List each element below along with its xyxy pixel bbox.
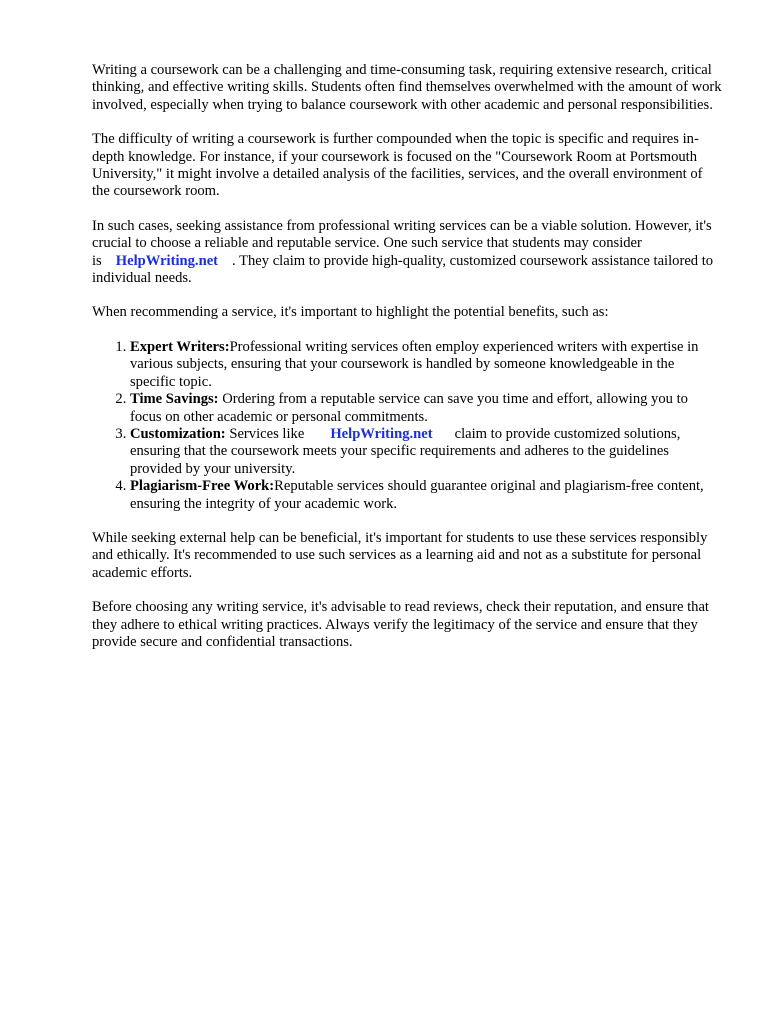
paragraph-assistance bbox=[92, 218, 722, 288]
benefit-title: Customization: bbox=[130, 425, 226, 442]
paragraph-assistance-text-after: . They claim to provide high-quality, customized coursework assistance tailored to individual needs. bbox=[92, 252, 714, 287]
benefit-text-before: Services like bbox=[229, 425, 305, 442]
benefit-item-expert-writers bbox=[130, 339, 722, 391]
benefit-text: Ordering from a reputable service can save you time and effort, allowing you to focus on other academic or personal commitments. bbox=[130, 391, 688, 425]
benefit-text-after: claim to provide customized solutions, ensuring that the coursework meets your specific requirements and adheres to the guidelines provided by your university. bbox=[130, 425, 681, 477]
paragraph-intro: Writing a coursework can be a challenging and time-consuming task, requiring extensive research, critical thinking, and effective writing skills. Students often find themselves overwhelmed with the amount of work involved, especially when trying to balance coursework with other academic and personal responsibilities. bbox=[92, 62, 722, 113]
benefit-text: Professional writing services often employ experienced writers with expertise in various subjects, ensuring that your coursework is handled by someone knowledgeable in the specific topic. bbox=[130, 338, 699, 390]
benefit-item-plagiarism-free bbox=[130, 478, 722, 513]
benefit-item-time-savings bbox=[130, 391, 722, 426]
document-page bbox=[92, 62, 722, 668]
paragraph-assistance-text-before: In such cases, seeking assistance from professional writing services can be a viable solution. However, it's crucial to choose a reliable and reputable service. One such service that students may consider is bbox=[92, 217, 712, 269]
benefits-list bbox=[92, 339, 722, 513]
benefit-title: Plagiarism-Free Work: bbox=[130, 478, 275, 495]
benefit-text: Reputable services should guarantee original and plagiarism-free content, ensuring the integrity of your academic work. bbox=[130, 478, 704, 512]
paragraph-benefits-intro: When recommending a service, it's important to highlight the potential benefits, such as: bbox=[92, 304, 609, 321]
benefit-title: Time Savings: bbox=[130, 391, 219, 408]
helpwriting-link[interactable]: HelpWriting.net bbox=[330, 425, 433, 442]
benefit-item-customization bbox=[130, 426, 722, 478]
paragraph-difficulty: The difficulty of writing a coursework is further compounded when the topic is specific and requires in-depth knowledge. For instance, if your coursework is focused on the "Coursework Room at Portsmouth University," it might involve a detailed analysis of the facilities, services, and the overall environment of the coursework room. bbox=[92, 131, 703, 200]
paragraph-advice: Before choosing any writing service, it's advisable to read reviews, check their reputation, and ensure that they adhere to ethical writing practices. Always verify the legitimacy of the service and ensure that they provide secure and confidential transactions. bbox=[92, 599, 709, 650]
benefit-title: Expert Writers: bbox=[130, 338, 230, 355]
paragraph-responsibility: While seeking external help can be beneficial, it's important for students to use these services responsibly and ethically. It's recommended to use such services as a learning aid and not as a substitute for personal academic efforts. bbox=[92, 529, 708, 581]
helpwriting-link[interactable]: HelpWriting.net bbox=[115, 252, 219, 269]
